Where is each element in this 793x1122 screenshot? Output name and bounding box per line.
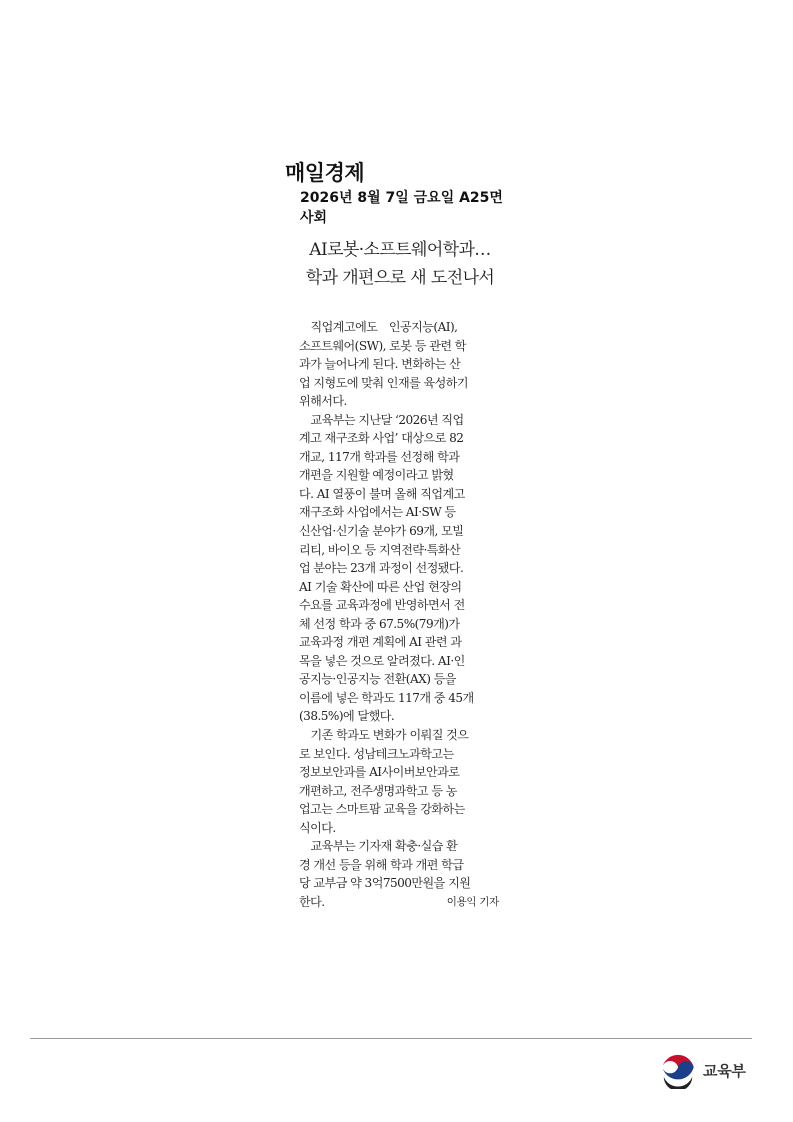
- body-line: 개편을 지원할 예정이라고 밝혔: [299, 468, 454, 483]
- headline-line-1: AI로봇·소프트웨어학과…: [309, 240, 491, 260]
- final-line: [299, 893, 499, 912]
- body-line: 개교, 117개 학과를 선정해 학과: [299, 449, 460, 464]
- body-line: 위해서다.: [299, 394, 347, 409]
- body-line: 정보보안과를 AI사이버보안과로: [299, 765, 460, 780]
- footer-divider: [30, 1038, 752, 1039]
- body-line: 과가 늘어나게 된다. 변화하는 산: [299, 357, 461, 372]
- body-line: 목을 넣은 것으로 알려졌다. AI·인: [299, 653, 465, 668]
- body-line: 직업계고에도 인공지능(AI),: [299, 320, 458, 334]
- body-line: 개편하고, 전주생명과학고 등 농: [299, 783, 457, 798]
- body-line: 기존 학과도 변화가 이뤄질 것으: [299, 728, 469, 743]
- body-line: 소프트웨어(SW), 로봇 등 관련 학: [299, 338, 466, 353]
- body-line: 리티, 바이오 등 지역전략·특화산: [299, 542, 461, 557]
- dateline: 2026년 8월 7일 금요일 A25면 사회: [300, 190, 503, 226]
- body-line: 경 개선 등을 위해 학과 개편 학급: [299, 857, 464, 872]
- body-line: 식이다.: [299, 820, 336, 835]
- body-line: 업고는 스마트팜 교육을 강화하는: [299, 802, 465, 817]
- newspaper-name: 매일경제: [285, 161, 365, 185]
- headline-line-2: 학과 개편으로 새 도전나서: [305, 268, 495, 288]
- body-line: 공지능·인공지능 전환(AX) 등을: [299, 672, 456, 687]
- body-line: 신산업·신기술 분야가 69개, 모빌: [299, 524, 464, 539]
- body-line: 수요를 교육과정에 반영하면서 전: [299, 598, 465, 613]
- body-line: 체 선정 학과 중 67.5%(79개)가: [299, 616, 460, 631]
- ministry-name: 교육부: [703, 1061, 746, 1080]
- byline: 이용익 기자: [446, 895, 499, 908]
- body-line: 업 지형도에 맞춰 인재를 육성하기: [299, 375, 469, 390]
- body-line: 재구조화 사업에서는 AI·SW 등: [299, 505, 456, 520]
- body-line-last: 한다.: [299, 894, 325, 909]
- body-line: 이름에 넣은 학과도 117개 중 45개: [299, 690, 474, 705]
- body-line: 로 보인다. 성남테크노과학고는: [299, 746, 454, 761]
- body-line: 업 분야는 23개 과정이 선정됐다.: [299, 561, 464, 576]
- body-line: 당 교부금 약 3억7500만원을 지원: [299, 876, 471, 891]
- body-line: 계고 재구조화 사업’ 대상으로 82: [299, 431, 464, 446]
- body-line: AI 기술 확산에 따른 산업 현장의: [299, 579, 462, 594]
- body-line: 교육과정 개편 계획에 AI 관련 과: [299, 635, 462, 650]
- headline: [290, 236, 510, 292]
- body-line: 교육부는 기자재 확충·실습 환: [299, 839, 458, 854]
- article-body: [299, 318, 499, 912]
- ministry-logo: [659, 1051, 746, 1089]
- body-line: (38.5%)에 달했다.: [299, 709, 395, 724]
- body-line: 다. AI 열풍이 불며 올해 직업계고: [299, 486, 465, 501]
- body-line: 교육부는 지난달 ‘2026년 직업: [299, 412, 464, 427]
- taegeuk-emblem-icon: [659, 1051, 697, 1089]
